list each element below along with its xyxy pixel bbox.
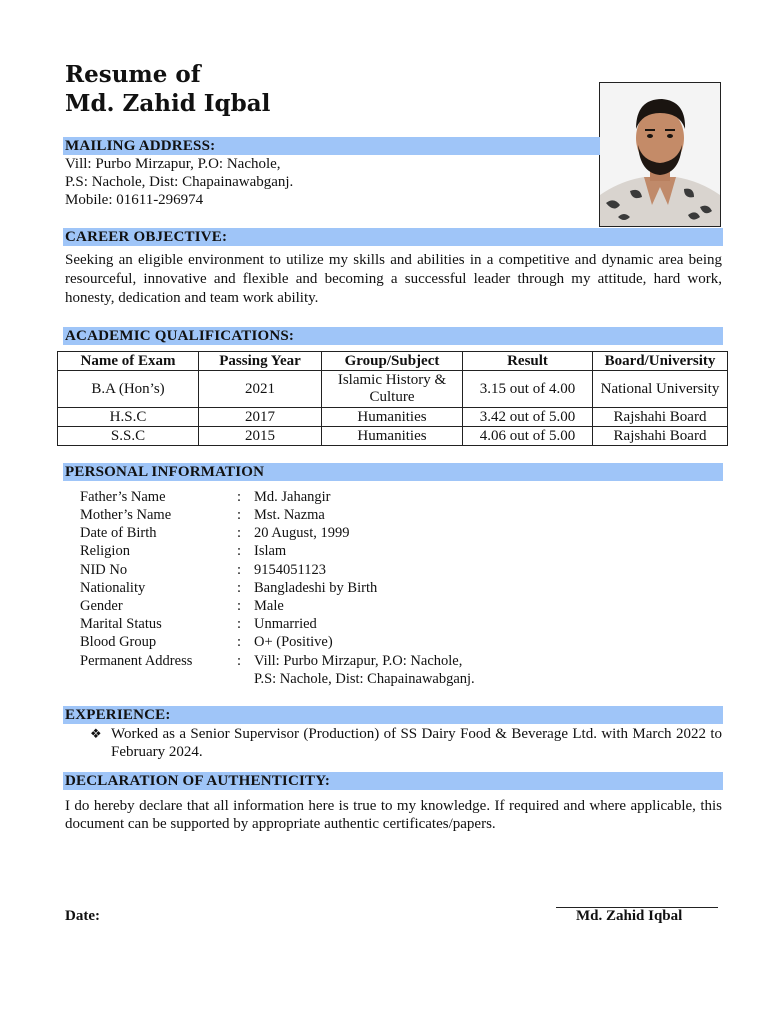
signature-name: Md. Zahid Iqbal — [576, 908, 683, 924]
personal-value: Vill: Purbo Mirzapur, P.O: Nachole, — [254, 653, 463, 669]
colon-separator: : — [237, 598, 242, 614]
personal-value: Male — [254, 598, 284, 614]
cell-board: Rajshahi Board — [593, 427, 728, 446]
personal-label: Date of Birth — [80, 525, 157, 541]
personal-label: Mother’s Name — [80, 507, 172, 523]
cell-result: 4.06 out of 5.00 — [463, 427, 593, 446]
colon-separator: : — [237, 525, 242, 541]
personal-value: 9154051123 — [254, 562, 326, 578]
personal-value: 20 August, 1999 — [254, 525, 350, 541]
colon-separator: : — [237, 634, 242, 650]
personal-value: Md. Jahangir — [254, 489, 331, 505]
personal-value: Mst. Nazma — [254, 507, 325, 523]
col-group-subject: Group/Subject — [322, 352, 463, 371]
diamond-bullet-icon: ❖ — [90, 726, 102, 741]
cell-subject: Islamic History & Culture — [322, 371, 463, 408]
table-row — [58, 427, 728, 446]
col-passing-year: Passing Year — [199, 352, 322, 371]
cell-subject: Humanities — [322, 408, 463, 427]
date-label: Date: — [65, 908, 100, 924]
colon-separator: : — [237, 507, 242, 523]
table-row — [58, 371, 728, 408]
profile-photo — [599, 82, 721, 227]
academic-heading: ACADEMIC QUALIFICATIONS: — [63, 327, 723, 345]
mailing-line-1: Vill: Purbo Mirzapur, P.O: Nachole, — [65, 156, 281, 172]
personal-value: Islam — [254, 543, 287, 559]
experience-heading: EXPERIENCE: — [63, 706, 723, 724]
title-line-2: Md. Zahid Iqbal — [65, 90, 271, 117]
portrait-image — [600, 83, 720, 226]
personal-label: Permanent Address — [80, 653, 193, 669]
col-result: Result — [463, 352, 593, 371]
mailing-address — [65, 155, 293, 209]
personal-label: Religion — [80, 543, 130, 559]
personal-value: Unmarried — [254, 616, 317, 632]
declaration-heading: DECLARATION OF AUTHENTICITY: — [63, 772, 723, 790]
personal-label: Nationality — [80, 580, 146, 596]
colon-separator: : — [237, 489, 242, 505]
cell-year: 2021 — [199, 371, 322, 408]
colon-separator: : — [237, 543, 242, 559]
personal-label: Gender — [80, 598, 123, 614]
cell-board: National University — [593, 371, 728, 408]
personal-label: Father’s Name — [80, 489, 166, 505]
career-objective-text: Seeking an eligible environment to utilize my skills and abilities in a competitive and dynamic area being resourceful, innovative and flexible and becoming a successful leader through my attitude, hard work, honesty, dedication and team work ability. — [65, 252, 722, 306]
col-board-university: Board/University — [593, 352, 728, 371]
cell-result: 3.42 out of 5.00 — [463, 408, 593, 427]
experience-text: Worked as a Senior Supervisor (Production) of SS Dairy Food & Beverage Ltd. with March 2022 to February 2024. — [111, 726, 722, 760]
personal-value: Bangladeshi by Birth — [254, 580, 378, 596]
mailing-line-2: P.S: Nachole, Dist: Chapainawabganj. — [65, 174, 294, 190]
col-name-of-exam: Name of Exam — [58, 352, 199, 371]
cell-year: 2015 — [199, 427, 322, 446]
cell-exam: B.A (Hon’s) — [58, 371, 199, 408]
cell-subject: Humanities — [322, 427, 463, 446]
cell-year: 2017 — [199, 408, 322, 427]
colon-separator: : — [237, 580, 242, 596]
academic-header-row — [58, 352, 728, 371]
academic-table — [57, 351, 728, 446]
personal-value: P.S: Nachole, Dist: Chapainawabganj. — [254, 671, 475, 687]
mailing-address-heading: MAILING ADDRESS: — [63, 137, 600, 155]
cell-result: 3.15 out of 4.00 — [463, 371, 593, 408]
personal-label: Marital Status — [80, 616, 162, 632]
mailing-line-3: Mobile: 01611-296974 — [65, 192, 204, 208]
personal-value: O+ (Positive) — [254, 634, 333, 650]
career-objective-heading: CAREER OBJECTIVE: — [63, 228, 723, 246]
cell-exam: H.S.C — [58, 408, 199, 427]
cell-board: Rajshahi Board — [593, 408, 728, 427]
personal-label: Blood Group — [80, 634, 157, 650]
table-row — [58, 408, 728, 427]
colon-separator: : — [237, 562, 242, 578]
cell-exam: S.S.C — [58, 427, 199, 446]
title-line-1: Resume of — [65, 61, 201, 88]
resume-title — [65, 60, 270, 118]
declaration-text: I do hereby declare that all information here is true to my knowledge. If required and where applicable, this document can be supported by appropriate authentic certificates/papers. — [65, 798, 722, 832]
personal-label: NID No — [80, 562, 128, 578]
colon-separator: : — [237, 616, 242, 632]
colon-separator: : — [237, 653, 242, 669]
personal-info-heading: PERSONAL INFORMATION — [63, 463, 723, 481]
